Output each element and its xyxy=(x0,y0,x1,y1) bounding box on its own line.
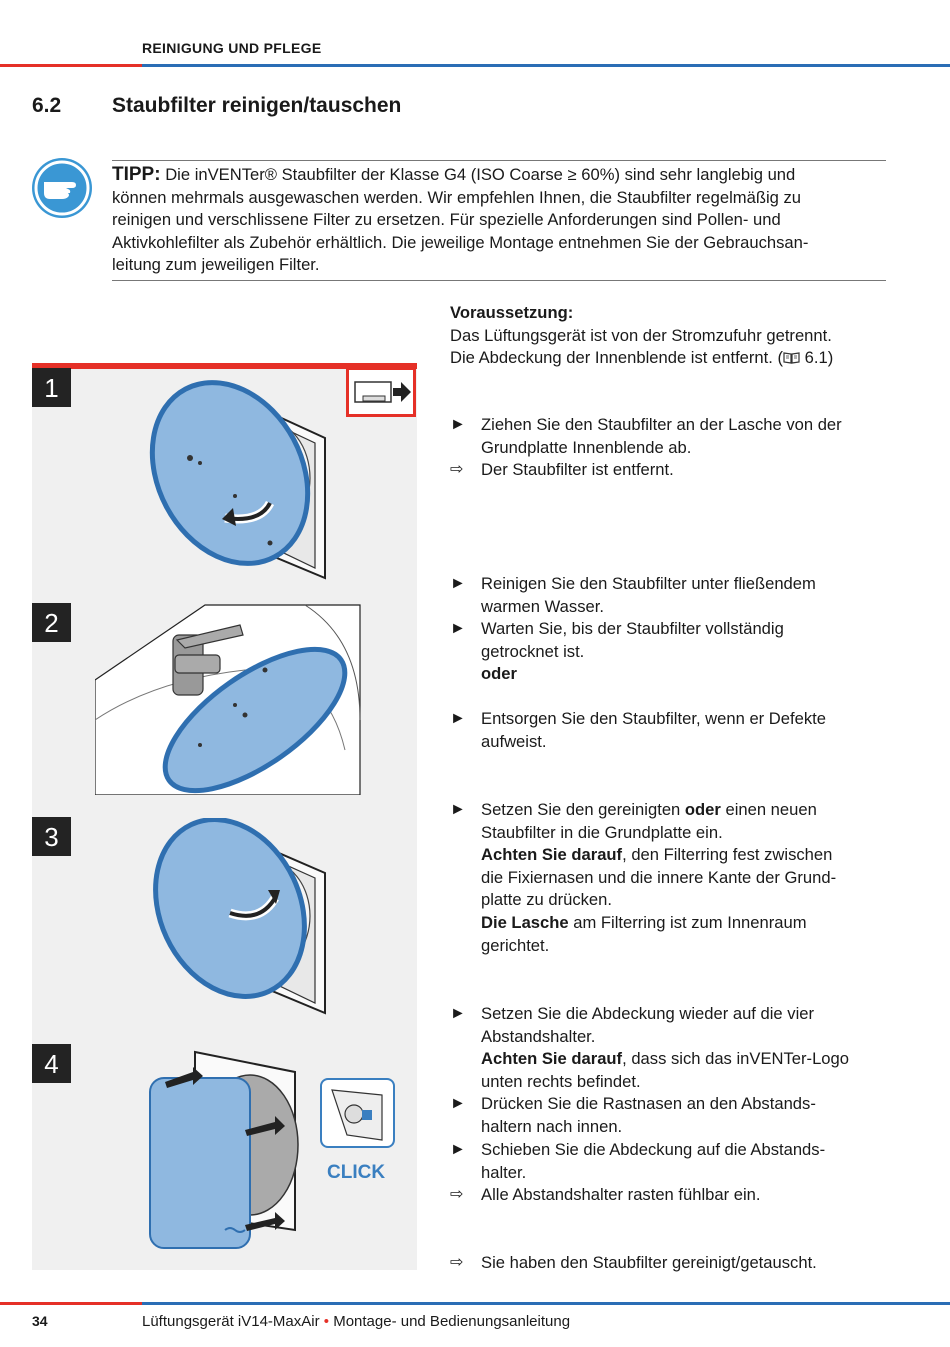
result-item: ⇨ Der Staubfilter ist entfernt. xyxy=(450,459,890,482)
action-marker-icon: ► xyxy=(450,1095,466,1112)
result-arrow-icon: ⇨ xyxy=(450,1186,464,1203)
book-icon xyxy=(783,348,800,361)
cover-mounting-illustration xyxy=(145,1050,305,1250)
tip-line: leitung zum jeweiligen Filter. xyxy=(112,255,320,275)
click-label: CLICK xyxy=(327,1162,386,1183)
action-marker-icon: ► xyxy=(450,801,466,818)
action-marker-icon: ► xyxy=(450,1141,466,1158)
instruction-item: ► Setzen Sie den gereinigten oder einen neuen Staubfilter in die Grundplatte ein. Achten Sie darauf, den Filterring fest zwischen die Fixiernasen und die innere Kante der Grund- platte zu drücken. Die Lasche am Filterring ist zum Innenraum gerichtet. xyxy=(450,800,837,955)
footer-rule-red xyxy=(0,1302,142,1305)
instruction-item: ► Warten Sie, bis der Staubfilter vollständig getrocknet ist. oder xyxy=(450,619,784,684)
instruction-item: ► Setzen Sie die Abdeckung wieder auf die vier Abstandshalter. Achten Sie darauf, dass sich das inVENTer-Logo unten rechts befindet. xyxy=(450,1004,849,1091)
action-marker-icon: ► xyxy=(450,710,466,727)
page-number: 34 xyxy=(32,1313,48,1329)
tip-heading: TIPP: xyxy=(112,164,161,185)
instruction-item: ► Drücken Sie die Rastnasen an den Abstands- haltern nach innen. xyxy=(450,1094,816,1136)
footer-rule-blue xyxy=(142,1302,950,1305)
header-rule-red xyxy=(0,64,142,67)
final-result-item: ⇨ Sie haben den Staubfilter gereinigt/getauscht. xyxy=(450,1252,890,1275)
filter-removal-illustration xyxy=(140,378,340,583)
action-marker-icon: ► xyxy=(450,1005,466,1022)
step-badge-3: 3 xyxy=(32,817,71,856)
result-arrow-icon: ⇨ xyxy=(450,1254,464,1271)
action-marker-icon: ► xyxy=(450,575,466,592)
footer-title: Lüftungsgerät iV14-MaxAir • Montage- und Bedienungsanleitung xyxy=(142,1313,571,1330)
tip-line: Aktivkohlefilter als Zubehör erhältlich. Die jeweilige Montage entnehmen Sie der Gebrauchsan- xyxy=(112,232,809,252)
result-item: ⇨ Alle Abstandshalter rasten fühlbar ein. xyxy=(450,1184,890,1207)
prerequisite-line: Die Abdeckung der Innenblende ist entfernt. ( 6.1) xyxy=(450,348,834,368)
tip-box xyxy=(112,160,886,281)
prerequisite-line: Das Lüftungsgerät ist von der Stromzufuhr getrennt. xyxy=(450,325,832,345)
tip-line: können mehrmals ausgewaschen werden. Wir empfehlen Ihnen, die Staubfilter regelmäßig zu xyxy=(112,187,802,207)
step-badge-1: 1 xyxy=(32,368,71,407)
step-badge-2: 2 xyxy=(32,603,71,642)
instruction-item: ► Ziehen Sie den Staubfilter an der Lasche von der Grundplatte Innenblende ab. xyxy=(450,415,842,457)
detail-inset xyxy=(346,367,416,417)
section-number: 6.2 xyxy=(32,94,62,117)
filter-insertion-illustration xyxy=(140,818,340,1018)
instruction-item: ► Reinigen Sie den Staubfilter unter fließendem warmen Wasser. xyxy=(450,574,816,616)
prerequisite xyxy=(450,302,910,370)
pointing-hand-icon xyxy=(32,158,92,218)
running-header: REINIGUNG UND PFLEGE xyxy=(142,40,322,56)
click-detail-inset xyxy=(320,1078,395,1148)
action-marker-icon: ► xyxy=(450,620,466,637)
instruction-item: ► Entsorgen Sie den Staubfilter, wenn er Defekte aufweist. xyxy=(450,709,826,751)
instruction-item: ► Schieben Sie die Abdeckung auf die Abstands- halter. xyxy=(450,1140,826,1182)
section-title: Staubfilter reinigen/tauschen xyxy=(112,94,402,117)
tip-line: reinigen und verschlissene Filter zu ersetzen. Für spezielle Anforderungen sind Pollen- und xyxy=(112,210,781,230)
filter-washing-illustration xyxy=(95,600,362,795)
action-marker-icon: ► xyxy=(450,416,466,433)
prerequisite-heading: Voraussetzung: xyxy=(450,303,574,322)
result-arrow-icon: ⇨ xyxy=(450,461,464,478)
header-rule-blue xyxy=(142,64,950,67)
tip-line: TIPP: Die inVENTer® Staubfilter der Klasse G4 (ISO Coarse ≥ 60%) sind sehr langlebig und xyxy=(112,164,796,185)
step-badge-4: 4 xyxy=(32,1044,71,1083)
pull-arrow-icon xyxy=(349,370,413,414)
